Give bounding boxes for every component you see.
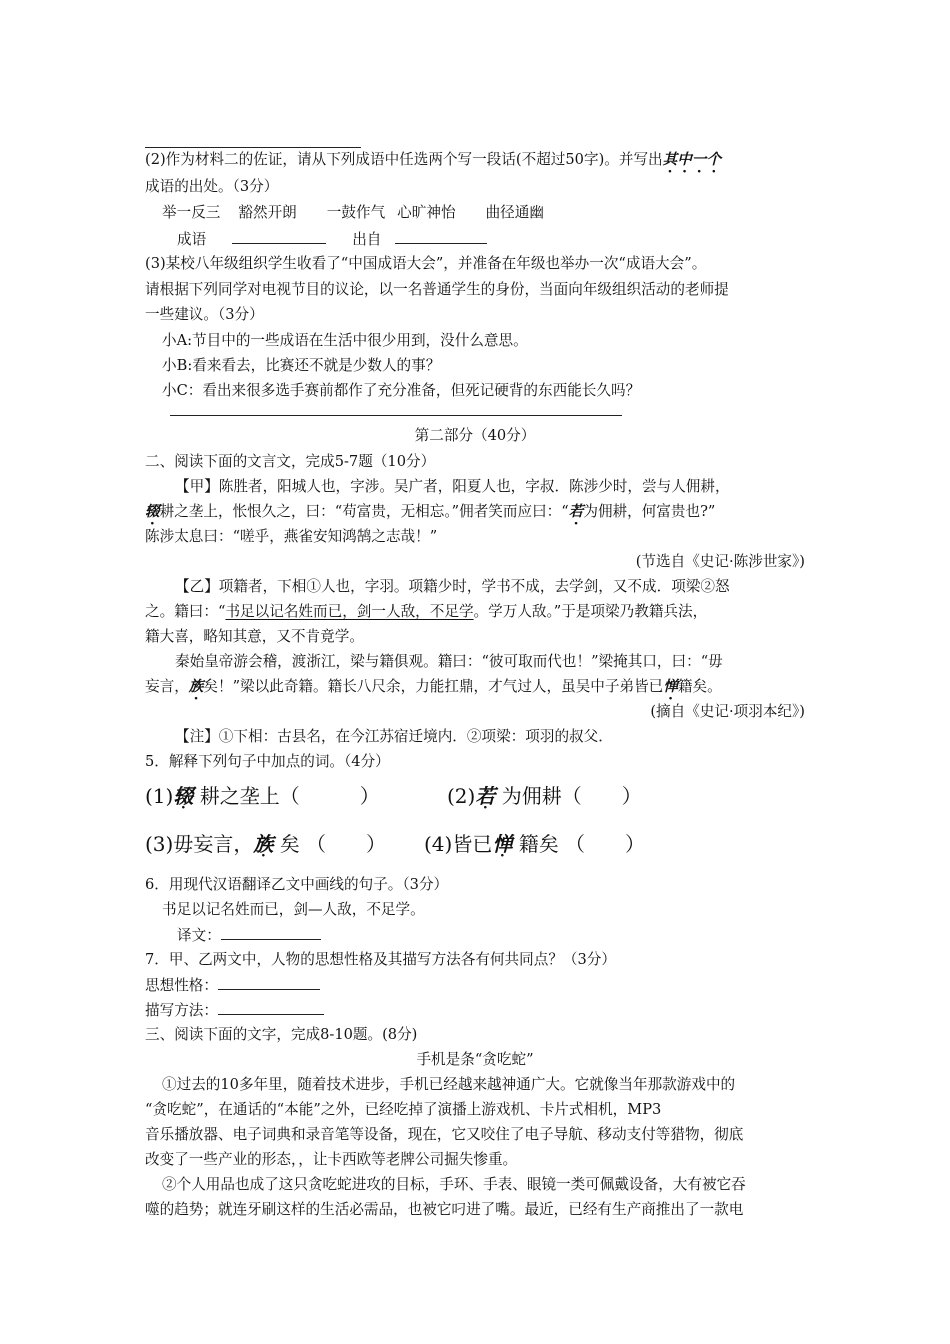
idiom: 豁然开朗 (238, 204, 297, 221)
emphasis-char: 一 (691, 151, 707, 168)
yi-line3: 籍大喜，略知其意，又不肯竟学。 (145, 628, 364, 645)
q5-item-3: (3)毋妄言，族 矣 （ ） (145, 832, 387, 856)
emphasis-char: 辍 (173, 784, 194, 808)
yi-line5: 妄言，族矣！”梁以此奇籍。籍长八尺余，力能扛鼎，才气过人，虽吴中子弟皆已惮籍矣。 (145, 678, 722, 695)
q5-item-2: (2)若 为佣耕（ ） (447, 784, 642, 808)
emphasis-char: 惮 (492, 832, 513, 856)
answer-line (170, 415, 622, 416)
idiom: 曲径通幽 (485, 204, 544, 221)
translation-label: 译文： (177, 927, 221, 944)
student-a: 小A:节目中的一些成语在生活中很少用到，没什么意思。 (162, 332, 528, 349)
jia-line1: 【甲】陈胜者，阳城人也，字涉。吴广者，阳夏人也，字叔．陈涉少时，尝与人佣耕， (175, 478, 730, 495)
section2-heading: 二、阅读下面的文言文，完成5-7题（10分） (145, 453, 436, 470)
para1-line4: 改变了一些产业的形态，，让卡西欧等老牌公司掘失惨重。 (145, 1151, 518, 1168)
q7-answer-a (145, 975, 320, 996)
article-title: 手机是条“贪吃蛇” (416, 1051, 534, 1068)
para2-line2: 噬的趋势；就连牙刷这样的生活必需品，也被它叼进了嘴。最近，已经有生产商推出了一款电 (145, 1201, 744, 1218)
para1-line2: “贪吃蛇”，在通话的“本能”之外，已经吃掉了演播上游戏机、卡片式相机，MP3 (145, 1101, 662, 1118)
q5-prompt: 5．解释下列句子中加点的词。（4分） (145, 753, 390, 770)
method-label: 描写方法： (145, 1002, 218, 1019)
emphasis-char: 其 (662, 151, 678, 168)
emphasis-char: 族 (188, 678, 204, 695)
q5-item-1: (1)辍 耕之垄上（ ） (145, 784, 380, 808)
yi-source: (摘自《史记·项羽本纪》) (650, 703, 805, 720)
q6-sentence: 书足以记名姓而已，剑—人敌，不足学。 (162, 901, 425, 918)
emphasis-char: 中 (677, 151, 692, 168)
emphasis-char: 辍 (145, 503, 160, 520)
para1-line1: ①过去的10多年里，随着技术进步，手机已经越来越神通广大。它就像当年那款游戏中的 (162, 1076, 736, 1093)
character-label: 思想性格： (145, 977, 218, 994)
emphasis-char: 若 (568, 503, 584, 520)
q2-line2: 成语的出处。（3分） (145, 178, 279, 195)
emphasis-char: 个 (706, 151, 722, 168)
q3-line1: (3)某校八年级组织学生收看了“中国成语大会”，并准备在年级也举办一次“成语大会”。 (145, 255, 707, 272)
emphasis-char: 族 (253, 832, 274, 856)
q2-line1: (2)作为材料二的佐证，请从下列成语中任选两个写一段话(不超过50字)。并写出其中一个 (145, 151, 722, 168)
idiom-answer-row (177, 229, 487, 250)
part2-title: 第二部分（40分） (414, 427, 536, 444)
student-c: 小C：看出来很多选手赛前都作了充分准备，但死记硬背的东西能长久吗？ (162, 382, 641, 399)
character-blank[interactable] (218, 975, 320, 990)
idiom-blank[interactable] (232, 229, 326, 244)
idiom-list (162, 203, 544, 223)
answer-line (145, 147, 361, 148)
section3-heading: 三、阅读下面的文字，完成8-10题。(8分) (145, 1026, 418, 1043)
annotation-note: 【注】①下相：古县名，在今江苏宿迁境内．②项梁：项羽的叔父． (175, 728, 613, 745)
idiom: 一鼓作气 (326, 204, 386, 221)
method-blank[interactable] (218, 1000, 324, 1015)
para2-line1: ②个人用品也成了这只贪吃蛇进攻的目标，手环、手表、眼镜一类可佩戴设备，大有被它吞 (162, 1176, 746, 1193)
emphasis-char: 若 (475, 784, 496, 808)
q5-item-4: (4)皆已惮 籍矣 （ ） (424, 832, 646, 856)
translation-blank[interactable] (221, 925, 321, 940)
q6-prompt: 6．用现代汉语翻译乙文中画线的句子。（3分） (145, 876, 449, 893)
jia-line3: 陈涉太息曰：“嗟乎，燕雀安知鸿鹄之志哉！” (145, 528, 438, 545)
yi-line1: 【乙】项籍者，下相①人也，字羽。项籍少时，学书不成，去学剑，又不成．项梁②怒 (175, 578, 730, 595)
label-source: 出自 (352, 231, 382, 248)
q7-prompt: 7．甲、乙两文中，人物的思想性格及其描写方法各有何共同点？（3分） (145, 951, 616, 968)
emphasis-char: 惮 (663, 678, 678, 695)
underlined-sentence: 书足以记名姓而已，剑一人敌，不足学 (225, 603, 474, 620)
q3-line3: 一些建议。（3分） (145, 306, 264, 323)
jia-source: (节选自《史记·陈涉世家》) (635, 553, 805, 570)
jia-line2: 辍耕之垄上，怅恨久之，曰：“苟富贵，无相忘。”佣者笑而应曰：“若为佣耕，何富贵也?” (145, 503, 716, 520)
q3-line2: 请根据下列同学对电视节目的议论，以一名普通学生的身份，当面向年级组织活动的老师提 (145, 281, 729, 298)
student-b: 小B:看来看去，比赛还不就是少数人的事？ (162, 357, 441, 374)
yi-line2: 之。籍曰：“书足以记名姓而已，剑一人敌，不足学。学万人敌。”于是项梁乃教籍兵法， (145, 603, 708, 620)
idiom: 举一反三 (162, 204, 221, 221)
idiom: 心旷神怡 (397, 204, 456, 221)
q6-answer-row (177, 925, 321, 946)
para1-line3: 音乐播放器、电子词典和录音笔等设备，现在，它又咬住了电子导航、移动支付等猎物，彻底 (145, 1126, 744, 1143)
q7-answer-b (145, 1000, 324, 1021)
yi-line4: 秦始皇帝游会稽，渡浙江，梁与籍俱观。籍曰：“彼可取而代也！”梁掩其口，曰：“毋 (175, 653, 723, 670)
source-blank[interactable] (395, 229, 487, 244)
label-idiom: 成语 (177, 231, 207, 248)
